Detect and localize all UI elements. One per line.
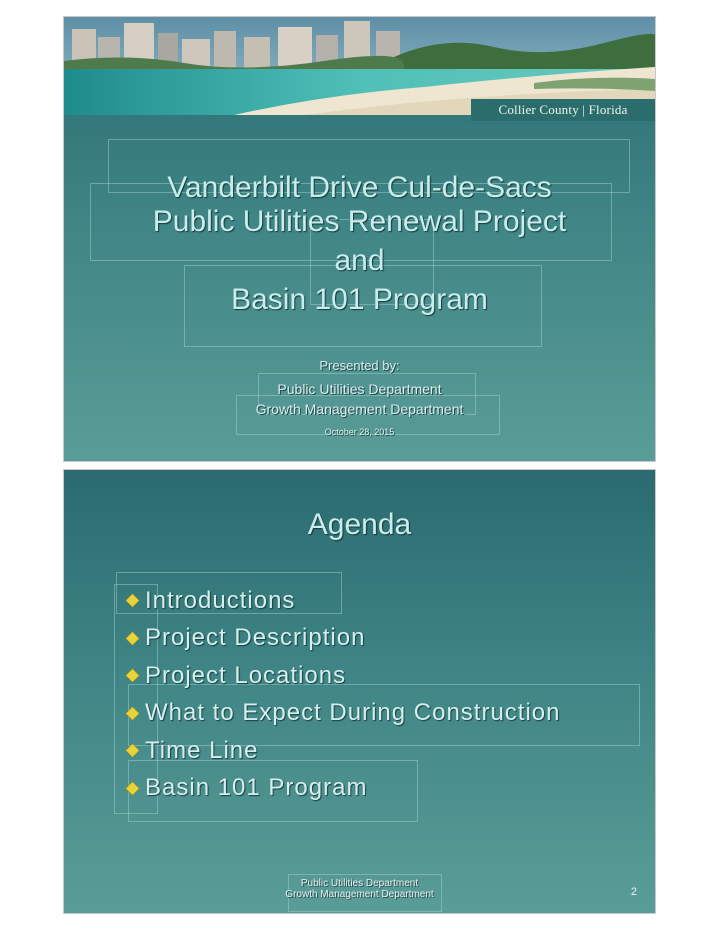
diamond-bullet-icon — [126, 707, 139, 720]
page-number: 2 — [630, 886, 637, 898]
diamond-bullet-icon — [126, 669, 139, 682]
footer-line-1: Public Utilities Department — [300, 878, 419, 889]
diamond-bullet-icon — [126, 632, 139, 645]
agenda-item-label: What to Expect During Construction — [145, 699, 561, 727]
department-line-2: Growth Management Department — [255, 401, 464, 417]
agenda-item-label: Time Line — [145, 736, 259, 764]
slide-footer — [64, 878, 655, 900]
presentation-date: October 28, 2015 — [324, 427, 395, 437]
diamond-bullet-icon — [126, 782, 139, 795]
agenda-slide — [64, 470, 655, 913]
agenda-item — [124, 582, 561, 620]
agenda-item-label: Introductions — [145, 586, 296, 614]
county-label: Collier County | Florida — [471, 99, 655, 121]
title-slide — [64, 17, 655, 461]
agenda-item — [124, 657, 561, 695]
title-line-1: Vanderbilt Drive Cul-de-Sacs — [167, 171, 552, 204]
agenda-item — [124, 695, 561, 733]
agenda-title: Agenda — [307, 508, 412, 541]
diamond-bullet-icon — [126, 744, 139, 757]
agenda-list — [124, 582, 561, 807]
agenda-item — [124, 770, 561, 808]
agenda-item-label: Project Locations — [145, 661, 347, 689]
agenda-item-label: Project Description — [145, 624, 366, 652]
agenda-item — [124, 620, 561, 658]
footer-line-2: Growth Management Department — [285, 889, 434, 900]
title-line-4: Basin 101 Program — [231, 283, 488, 316]
diamond-bullet-icon — [126, 594, 139, 607]
agenda-item-label: Basin 101 Program — [145, 774, 368, 802]
title-line-3: and — [334, 244, 385, 277]
presented-by-label: Presented by: — [319, 358, 400, 373]
agenda-item — [124, 732, 561, 770]
title-line-2: Public Utilities Renewal Project — [152, 205, 567, 238]
department-line-1: Public Utilities Department — [277, 381, 442, 397]
